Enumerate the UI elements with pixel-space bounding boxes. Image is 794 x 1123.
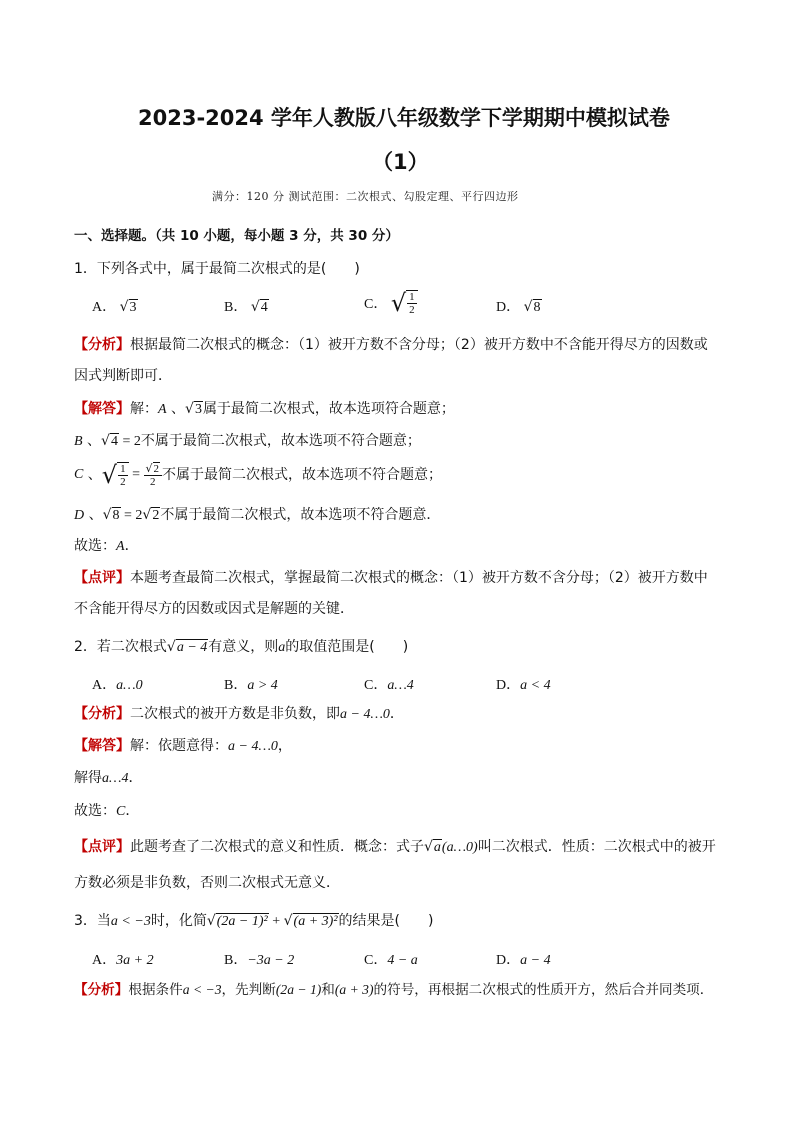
q2-option-d: D．a < 4 — [496, 678, 551, 693]
q2-solution: 【解答】解：依题意得：a − 4…0， — [74, 738, 292, 754]
q1-analysis-cont: 因式判断即可． — [74, 368, 172, 384]
q3-analysis: 【分析】根据条件a < −3，先判断(2a − 1)和(a + 3)的符号，再根据二次根式的性质开方，然后合并同类项． — [74, 982, 714, 998]
q1-stem: 1．下列各式中，属于最简二次根式的是( ) — [74, 261, 360, 277]
sqrt-expression: √4 — [250, 299, 268, 315]
q2-solved: 解得a…4． — [74, 770, 143, 786]
q1-solution-b: B 、√4 = 2不属于最简二次根式，故本选项不符合题意； — [74, 433, 421, 449]
q1-solution-d: D 、√8 = 2√2不属于最简二次根式，故本选项不符合题意． — [74, 507, 441, 523]
q1-option-a — [92, 296, 138, 316]
analysis-tag: 【分析】 — [74, 337, 130, 353]
q2-stem: 2．若二次根式√a − 4有意义，则a的取值范围是( ) — [74, 639, 409, 655]
page-title: 2023-2024 学年人教版八年级数学下学期期中模拟试卷 — [138, 106, 670, 130]
q1-option-d — [496, 296, 542, 316]
q3-stem: 3．当a < −3时，化简√(2a − 1)² + √(a + 3)²的结果是( ) — [74, 913, 434, 929]
q2-option-a: A．a…0 — [92, 678, 143, 693]
q1-option-c — [364, 290, 418, 316]
q1-analysis: 【分析】根据最简二次根式的概念：（1）被开方数不含分母；（2）被开方数中不含能开得尽方的因数或 — [74, 337, 708, 353]
option-label: A． — [92, 300, 117, 315]
sqrt-expression: √3 — [119, 299, 137, 315]
q1-comment-cont: 不含能开得尽方的因数或因式是解题的关键． — [74, 601, 354, 617]
q2-choice: 故选：C． — [74, 803, 140, 819]
option-label: C． — [364, 297, 388, 312]
sqrt-fraction: √ $\frac{1}{2}$ — [391, 290, 418, 316]
sqrt-expression: √8 — [523, 299, 541, 315]
q1-comment: 【点评】本题考查最简二次根式，掌握最简二次根式的概念：（1）被开方数不含分母；（2）被开方数中 — [74, 570, 708, 586]
page-title-number: （1） — [372, 150, 429, 174]
answer-tag: 【解答】 — [74, 401, 130, 417]
q1-option-b — [224, 296, 269, 316]
q2-option-c: C．a…4 — [364, 678, 414, 693]
q3-option-d: D．a − 4 — [496, 953, 551, 968]
q1-choice: 故选：A． — [74, 538, 139, 554]
option-label: B． — [224, 300, 248, 315]
q2-comment: 【点评】此题考查了二次根式的意义和性质．概念：式子√a(a…0)叫二次根式．性质：二次根式中的被开 — [74, 839, 716, 855]
comment-tag: 【点评】 — [74, 570, 130, 586]
q3-option-a: A．3a + 2 — [92, 953, 154, 968]
exam-info: 满分：120 分 测试范围：二次根式、勾股定理、平行四边形 — [212, 190, 519, 203]
q3-option-c: C．4 − a — [364, 953, 418, 968]
q2-option-b: B．a > 4 — [224, 678, 278, 693]
option-label: D． — [496, 300, 521, 315]
q1-solution-c: C 、 √ $\frac{1}{2}$ = $\frac{√2}{2}$ 不属于最简二次根式，故本选项不符合题意； — [74, 461, 443, 489]
q2-comment-cont: 方数必须是非负数，否则二次根式无意义． — [74, 875, 340, 891]
section-heading: 一、选择题。（共 10 小题，每小题 3 分，共 30 分） — [74, 228, 399, 244]
q3-option-b: B．−3a − 2 — [224, 953, 295, 968]
q1-solution-a: 【解答】解：A 、√3属于最简二次根式，故本选项符合题意； — [74, 401, 455, 417]
q2-analysis: 【分析】二次根式的被开方数是非负数，即a − 4…0． — [74, 706, 404, 722]
